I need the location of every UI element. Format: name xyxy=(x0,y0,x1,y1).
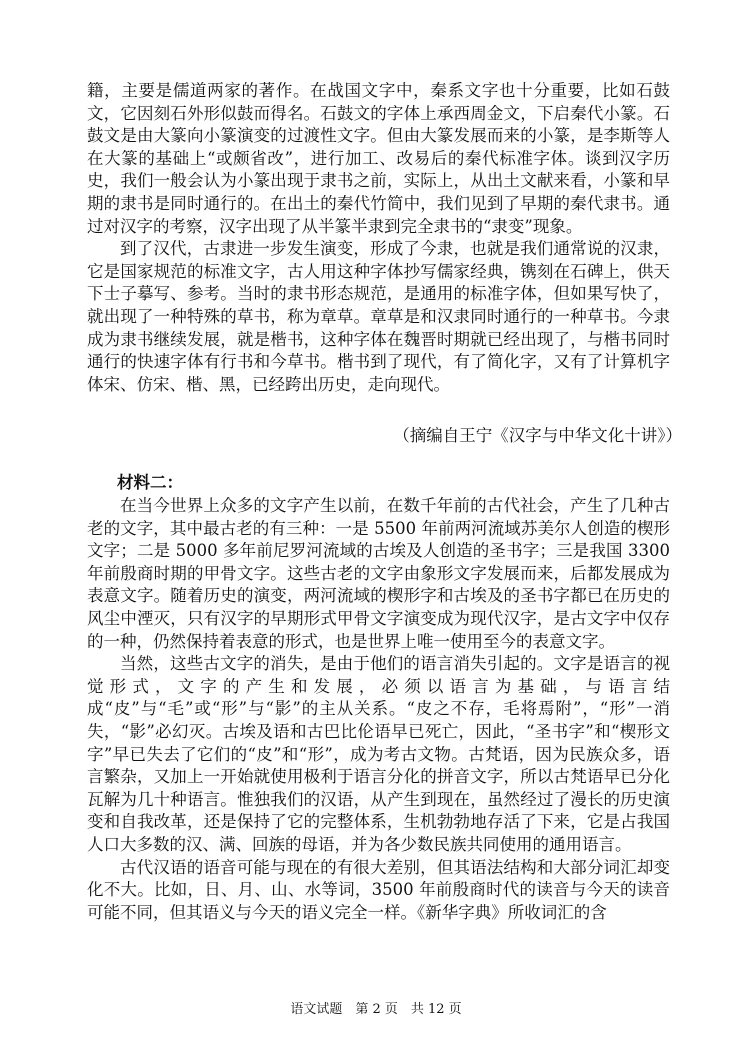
section-heading: 材料二： xyxy=(117,473,183,492)
paragraph: 到了汉代，古隶进一步发生演变，形成了今隶，也就是我们通常说的汉隶，它是国家规范的标准文字，古人用这种字体抄写儒家经典，镌刻在石碑上，供天下士子摹写、参考。当时的隶书形态规范，是通用的标准字体，但如果写快了，就出现了一种特殊的草书，称为章草。章草是和汉隶同时通行的一种草书。今隶成为隶书继续发展，就是楷书，这种字体在魏晋时期就已经出现了，与楷书同时通行的快速字体有行书和今草书。楷书到了现代，有了简化字，又有了计算机字体宋、仿宋、楷、黑，已经跨出历史，走向现代。 xyxy=(87,239,670,394)
paragraph: 古代汉语的语音可能与现在的有很大差别，但其语法结构和大部分词汇却变化不大。比如，日、月、山、水等词，3500 年前殷商时代的读音与今天的读音可能不同，但其语义与今天的语义完全一样。《新华字典》所收词汇的含 xyxy=(87,857,670,922)
paragraph: 当然，这些古文字的消失，是由于他们的语言消失引起的。文字是语言的视觉形式，文字的产生和发展，必须以语言为基础，与语言结成“皮”与“毛”或“形”与“影”的主从关系。“皮之不存，毛将焉附”，“形”一消失，“影”必幻灭。古埃及语和古巴比伦语早已死亡，因此，“圣书字”和“楔形文字”早已失去了它们的“皮”和“形”，成为考古文物。古梵语，因为民族众多，语言繁杂，又加上一开始就使用极利于语言分化的拼音文字，所以古梵语早已分化瓦解为几十种语言。惟独我们的汉语，从产生到现在，虽然经过了漫长的历史演变和自我改革，还是保持了它的完整体系，生机勃勃地存活了下来，它是占我国人口大多数的汉、满、回族的母语，并为各少数民族共同使用的通用语言。 xyxy=(87,654,670,854)
paragraph: 籍，主要是儒道两家的著作。在战国文字中，秦系文字也十分重要，比如石鼓文，它因刻石外形似鼓而得名。石鼓文的字体上承西周金文，下启秦代小篆。石鼓文是由大篆向小篆演变的过渡性文字。但由大篆发展而来的小篆，是李斯等人在大篆的基础上“或颇省改”，进行加工、改易后的秦代标准字体。谈到汉字历史，我们一般会认为小篆出现于隶书之前，实际上，从出土文献来看，小篆和早期的隶书是同时通行的。在出土的秦代竹简中，我们见到了早期的秦代隶书。通过对汉字的考察，汉字出现了从半篆半隶到完全隶书的“隶变”现象。 xyxy=(87,81,670,236)
source-citation: （摘编自王宁《汉字与中华文化十讲》） xyxy=(393,427,682,445)
paragraph: 在当今世界上众多的文字产生以前，在数千年前的古代社会，产生了几种古老的文字，其中最古老的有三种：一是 5500 年前两河流域苏美尔人创造的楔形文字；二是 5000 多年前尼罗河流域的古埃及人创造的圣书字；三是我国 3300 年前殷商时期的甲骨文字。这些古老的文字由象形文字发展而来，后都发展成为表意文字。随着历史的演变，两河流域的楔形字和古埃及的圣书字都已在历史的风尘中湮灭，只有汉字的早期形式甲骨文字演变成为现代汉字，是古文字中仅存的一种，仍然保持着表意的形式，也是世界上唯一使用至今的表意文字。 xyxy=(87,496,670,651)
material-one-continued xyxy=(87,80,670,396)
material-two xyxy=(87,495,670,924)
page-footer: 语文试题 第 2 页 共 12 页 xyxy=(290,1002,462,1017)
